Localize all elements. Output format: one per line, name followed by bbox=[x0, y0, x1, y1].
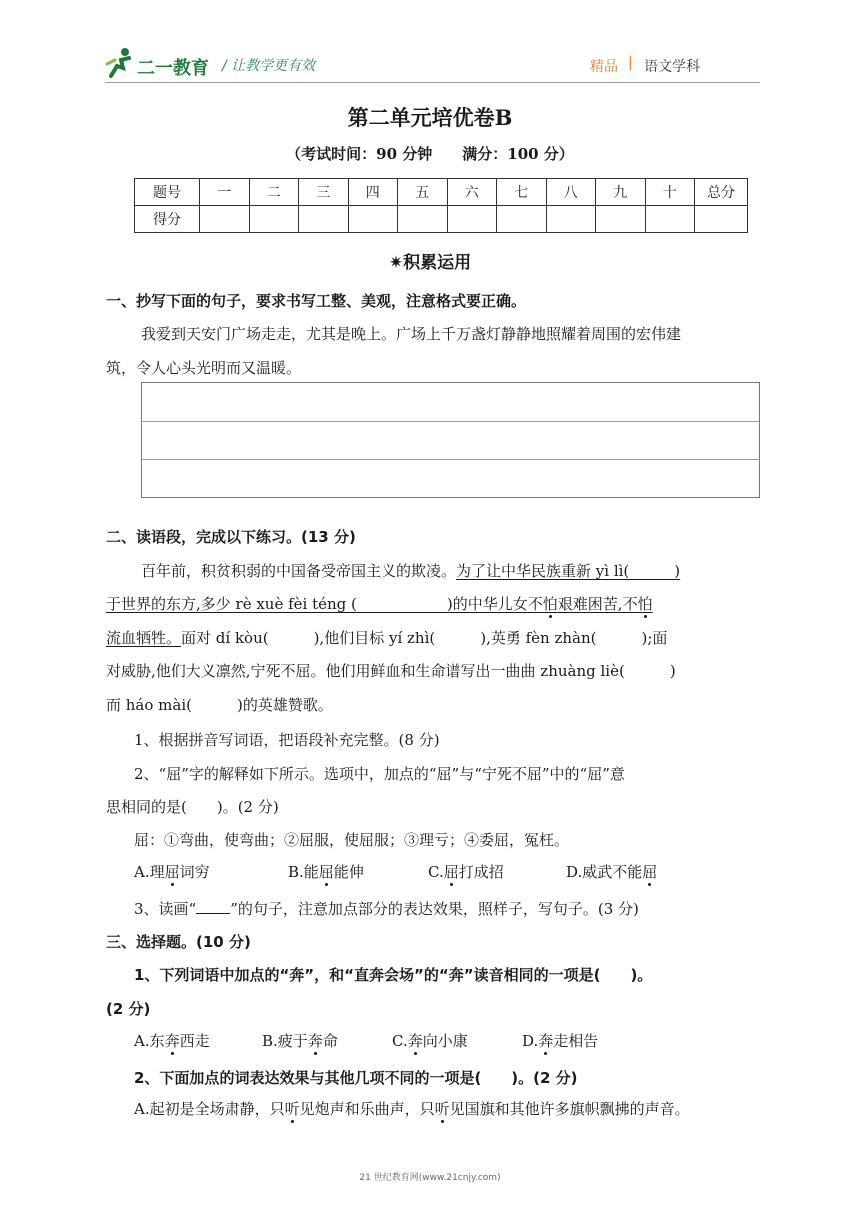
option-text: B.疲于 bbox=[262, 1032, 308, 1050]
question-2-heading: 二、读语段，完成以下练习。(13 分) bbox=[106, 528, 356, 546]
option-a[interactable] bbox=[134, 1030, 210, 1051]
table-cell: 二 bbox=[249, 179, 299, 206]
sub-question-1: 1、根据拼音写词语，把语段补充完整。(8 分) bbox=[134, 731, 440, 749]
dotted-char: 奔 bbox=[164, 1032, 180, 1050]
option-c[interactable] bbox=[392, 1030, 468, 1051]
score-table-score-row bbox=[135, 206, 748, 233]
slogan: / 让教学更有效 bbox=[222, 58, 316, 74]
dotted-char: 奔 bbox=[538, 1032, 554, 1050]
dotted-char: 奔 bbox=[307, 1032, 323, 1050]
definition-list: 屈：①弯曲，使弯曲；②屈服，使屈服；③理亏；④委屈，冤枉。 bbox=[134, 831, 570, 849]
score-cell[interactable] bbox=[695, 206, 748, 233]
option-text: C. bbox=[428, 863, 444, 881]
dotted-char: 屈 bbox=[642, 863, 658, 881]
passage-line-2 bbox=[106, 593, 653, 614]
table-cell: 七 bbox=[497, 179, 547, 206]
score-cell[interactable] bbox=[398, 206, 448, 233]
option-d[interactable] bbox=[522, 1030, 598, 1051]
table-cell: 得分 bbox=[135, 206, 200, 233]
dotted-char: 怕 bbox=[542, 595, 558, 613]
underlined-sentence: 流血牺牲。 bbox=[106, 629, 182, 647]
sub-question-3 bbox=[134, 898, 639, 919]
underlined-sentence: 艰难困苦, bbox=[557, 595, 623, 613]
passage-text: 百年前，积贫积弱的中国备受帝国主义的欺凌。 bbox=[141, 562, 457, 580]
table-cell: 总分 bbox=[695, 179, 748, 206]
score-cell[interactable] bbox=[299, 206, 349, 233]
writing-area[interactable] bbox=[141, 382, 760, 498]
dotted-char: 屈 bbox=[443, 863, 459, 881]
table-cell: 九 bbox=[596, 179, 646, 206]
option-text: D. bbox=[522, 1032, 539, 1050]
sub-question-text: ”的句子，注意加点部分的表达效果，照样子，写句子。(3 分) bbox=[230, 900, 639, 918]
option-text: 打成招 bbox=[458, 863, 504, 881]
logo-text: 二一教育 bbox=[137, 58, 209, 79]
table-cell: 四 bbox=[348, 179, 398, 206]
underlined-sentence: 不 bbox=[622, 595, 638, 613]
option-text: A.东 bbox=[134, 1032, 165, 1050]
option-a[interactable] bbox=[134, 861, 210, 882]
table-cell: 题号 bbox=[135, 179, 200, 206]
option-text: 西走 bbox=[179, 1032, 210, 1050]
score-cell[interactable] bbox=[249, 206, 299, 233]
tag-separator: | bbox=[628, 55, 633, 71]
page-title: 第二单元培优卷B bbox=[347, 105, 513, 130]
option-text: 走相告 bbox=[553, 1032, 599, 1050]
option-text: 能伸 bbox=[333, 863, 364, 881]
score-cell[interactable] bbox=[200, 206, 250, 233]
option-text: 词穷 bbox=[179, 863, 210, 881]
option-text: A.起初是全场肃静， bbox=[134, 1100, 270, 1118]
table-cell: 十 bbox=[645, 179, 695, 206]
table-cell: 五 bbox=[398, 179, 448, 206]
score-table-header-row bbox=[135, 179, 748, 206]
tag-jingpin: 精品 bbox=[590, 59, 618, 75]
underlined-sentence: 为了让中华民族重新 yì lì( ) bbox=[456, 562, 681, 580]
question-1-heading: 一、抄写下面的句子，要求书写工整、美观，注意格式要正确。 bbox=[106, 292, 527, 310]
option-c[interactable] bbox=[428, 861, 504, 882]
option-text: 向小康 bbox=[422, 1032, 468, 1050]
exam-info: （考试时间：90 分钟 满分：100 分） bbox=[286, 145, 574, 163]
writing-line bbox=[142, 459, 759, 460]
underlined-sentence: 于世界的东方,多少 rè xuè fèi téng ( )的中华儿女 bbox=[106, 595, 528, 613]
option-d[interactable] bbox=[566, 861, 657, 882]
sub-question-2-line-2: 思相同的是( )。(2 分) bbox=[106, 798, 279, 816]
copy-text-line-1: 我爱到天安门广场走走，尤其是晚上。广场上千万盏灯静静地照耀着周围的宏伟建 bbox=[141, 325, 682, 343]
option-b[interactable] bbox=[288, 861, 364, 882]
score-cell[interactable] bbox=[497, 206, 547, 233]
sub-question-text: 3、读画“ bbox=[134, 900, 197, 918]
passage-text: 面对 dí kòu( ),他们目标 yí zhì( ),英勇 fèn zhàn( );面 bbox=[181, 629, 668, 647]
dotted-phrase: 只听见 bbox=[419, 1100, 465, 1118]
tag-subject: 语文学科 bbox=[644, 59, 700, 75]
table-cell: 三 bbox=[299, 179, 349, 206]
section-heading: ✷积累运用 bbox=[388, 253, 472, 273]
passage-line-1 bbox=[141, 560, 680, 581]
score-cell[interactable] bbox=[546, 206, 596, 233]
runner-logo-icon bbox=[105, 46, 135, 80]
underline-sample bbox=[196, 899, 230, 914]
q3-sub-1-line-1: 1、下列词语中加点的“奔”，和“直奔会场”的“奔”读音相同的一项是( )。 bbox=[134, 966, 653, 984]
q3-sub-1-line-2: (2 分) bbox=[106, 1000, 151, 1018]
underlined-sentence: 不 bbox=[527, 595, 543, 613]
dotted-char: 怕 bbox=[637, 595, 653, 613]
passage-line-5: 而 háo mài( )的英雄赞歌。 bbox=[106, 696, 333, 714]
score-cell[interactable] bbox=[596, 206, 646, 233]
copy-text-line-2: 筑，令人心头光明而又温暖。 bbox=[106, 359, 302, 377]
q3-sub-2: 2、下面加点的词表达效果与其他几项不同的一项是( )。(2 分) bbox=[134, 1069, 578, 1087]
option-text: C. bbox=[392, 1032, 408, 1050]
question-3-heading: 三、选择题。(10 分) bbox=[106, 933, 251, 951]
footer: 21 世纪教育网(www.21cnjy.com) bbox=[359, 1173, 501, 1183]
option-text: 命 bbox=[322, 1032, 338, 1050]
option-text: A.理 bbox=[134, 863, 165, 881]
table-cell: 六 bbox=[447, 179, 497, 206]
option-a[interactable] bbox=[134, 1098, 690, 1119]
table-cell: 一 bbox=[200, 179, 250, 206]
score-cell[interactable] bbox=[645, 206, 695, 233]
dotted-char: 屈 bbox=[318, 863, 334, 881]
option-text: B.能 bbox=[288, 863, 319, 881]
passage-line-3 bbox=[106, 627, 667, 648]
dotted-char: 奔 bbox=[407, 1032, 423, 1050]
score-table bbox=[134, 178, 748, 233]
score-cell[interactable] bbox=[348, 206, 398, 233]
writing-line bbox=[142, 421, 759, 422]
dotted-char: 屈 bbox=[164, 863, 180, 881]
passage-line-4: 对威胁,他们大义凛然,宁死不屈。他们用鲜血和生命谱写出一曲曲 zhuàng liè( ) bbox=[106, 662, 676, 680]
dotted-phrase: 只听见 bbox=[269, 1100, 315, 1118]
option-text: D.威武不能 bbox=[566, 863, 643, 881]
table-cell: 八 bbox=[546, 179, 596, 206]
sub-question-2-line-1: 2、“屈”字的解释如下所示。选项中，加点的“屈”与“宁死不屈”中的“屈”意 bbox=[134, 765, 625, 783]
option-text: 国旗和其他许多旗帜飘拂的声音。 bbox=[464, 1100, 690, 1118]
option-text: 炮声和乐曲声， bbox=[314, 1100, 420, 1118]
score-cell[interactable] bbox=[447, 206, 497, 233]
header-divider bbox=[105, 82, 760, 83]
option-b[interactable] bbox=[262, 1030, 338, 1051]
